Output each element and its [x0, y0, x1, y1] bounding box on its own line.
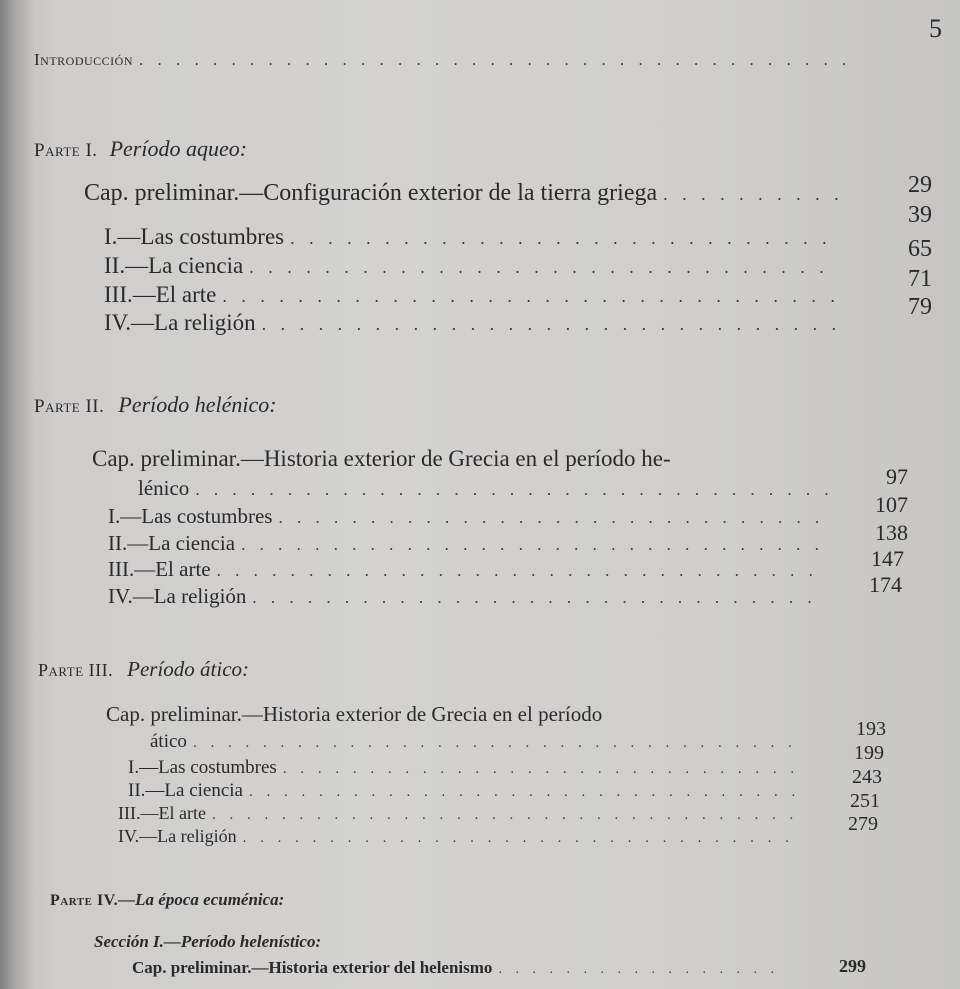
- entry-label: III.—El arte: [108, 557, 211, 581]
- part-title: Período ático:: [127, 657, 250, 681]
- part-label: Parte II.: [34, 396, 105, 417]
- toc-entry[interactable]: [104, 282, 844, 308]
- part-heading: [34, 392, 277, 418]
- part-heading: [50, 890, 284, 910]
- entry-label: Cap. preliminar.—Historia exterior del helenismo: [132, 958, 493, 977]
- entry-label: IV.—La religión: [108, 584, 247, 608]
- toc-entry[interactable]: [108, 531, 830, 556]
- dot-leader: [222, 286, 838, 307]
- part-heading: [34, 136, 247, 162]
- page-ref: 29: [908, 172, 932, 198]
- toc-entry[interactable]: [108, 557, 828, 582]
- toc-entry-introduccion[interactable]: [34, 50, 854, 70]
- part-heading: [38, 657, 249, 682]
- entry-label: II.—La ciencia: [104, 253, 244, 278]
- toc-entry[interactable]: [128, 757, 808, 779]
- toc-entry[interactable]: [118, 826, 804, 847]
- toc-entry-continuation[interactable]: [150, 731, 810, 753]
- dot-leader: [193, 735, 804, 752]
- entry-label: Cap. preliminar.—Historia exterior de Grecia en el período: [106, 702, 603, 726]
- page-ref: 193: [856, 718, 886, 740]
- entry-label: lénico: [138, 476, 190, 500]
- entry-label: ático: [150, 731, 187, 752]
- page-ref: 71: [908, 266, 932, 292]
- dot-leader: [241, 535, 824, 555]
- dot-leader: [278, 508, 824, 528]
- entry-label: I.—Las costumbres: [128, 757, 277, 778]
- dot-leader: [139, 50, 848, 70]
- entry-label: III.—El arte: [118, 803, 206, 823]
- dot-leader: [249, 784, 800, 801]
- entry-label: IV.—La religión: [118, 826, 237, 846]
- part-title: Período aqueo:: [109, 136, 248, 161]
- entry-label: III.—El arte: [104, 282, 217, 307]
- toc-entry[interactable]: [128, 780, 806, 802]
- page-ref: 107: [875, 492, 908, 517]
- part-title: —La época ecuménica:: [118, 890, 285, 909]
- toc-entry[interactable]: [132, 958, 792, 978]
- page-ref: 299: [839, 956, 866, 976]
- entry-label: IV.—La religión: [104, 310, 256, 335]
- toc-entry[interactable]: [104, 310, 844, 336]
- toc-entry[interactable]: [108, 504, 830, 529]
- page-ref: 138: [875, 520, 908, 545]
- dot-leader: [262, 314, 838, 335]
- dot-leader: [290, 228, 838, 249]
- dot-leader: [249, 257, 838, 278]
- dot-leader: [283, 761, 802, 778]
- entry-label: Introducción: [34, 50, 133, 69]
- toc-entry[interactable]: [106, 702, 602, 727]
- dot-leader: [252, 588, 820, 608]
- part-title: Período helénico:: [118, 392, 277, 417]
- toc-entry[interactable]: [104, 253, 844, 279]
- dot-leader: [243, 830, 798, 847]
- page-ref: 65: [908, 236, 932, 262]
- dot-leader: [663, 184, 848, 205]
- dot-leader: [217, 561, 822, 581]
- toc-entry[interactable]: [108, 584, 826, 609]
- entry-label: I.—Las costumbres: [108, 504, 273, 528]
- entry-label: Cap. preliminar.—Historia exterior de Grecia en el período he-: [92, 446, 671, 471]
- toc-entry[interactable]: [118, 803, 806, 824]
- page-ref: 243: [852, 766, 882, 788]
- page-ref: 79: [908, 294, 932, 320]
- entry-label: Cap. preliminar.—Configuración exterior de la tierra griega: [84, 180, 658, 206]
- toc-entry[interactable]: [92, 446, 671, 472]
- section-title: Sección I.—Período helenístico:: [94, 932, 322, 951]
- page-ref: 279: [848, 813, 878, 835]
- entry-label: II.—La ciencia: [128, 780, 243, 801]
- page-ref: 174: [869, 572, 902, 597]
- page-ref: 97: [886, 464, 908, 489]
- toc-entry[interactable]: [104, 224, 844, 250]
- part-label: Parte IV.: [50, 892, 119, 909]
- entry-label: I.—Las costumbres: [104, 224, 285, 249]
- page-ref: 147: [871, 546, 904, 571]
- entry-label: II.—La ciencia: [108, 531, 236, 555]
- dot-leader: [212, 807, 800, 824]
- page-ref: 251: [850, 790, 880, 812]
- section-heading: [94, 932, 321, 952]
- page-ref: 39: [908, 202, 932, 228]
- page-ref: 199: [854, 742, 884, 764]
- dot-leader: [195, 480, 828, 500]
- toc-entry[interactable]: [84, 180, 854, 207]
- part-label: Parte I.: [34, 140, 98, 161]
- page-number: 5: [929, 14, 942, 43]
- dot-leader: [498, 962, 786, 978]
- part-label: Parte III.: [38, 660, 114, 680]
- toc-entry-continuation[interactable]: [138, 476, 834, 501]
